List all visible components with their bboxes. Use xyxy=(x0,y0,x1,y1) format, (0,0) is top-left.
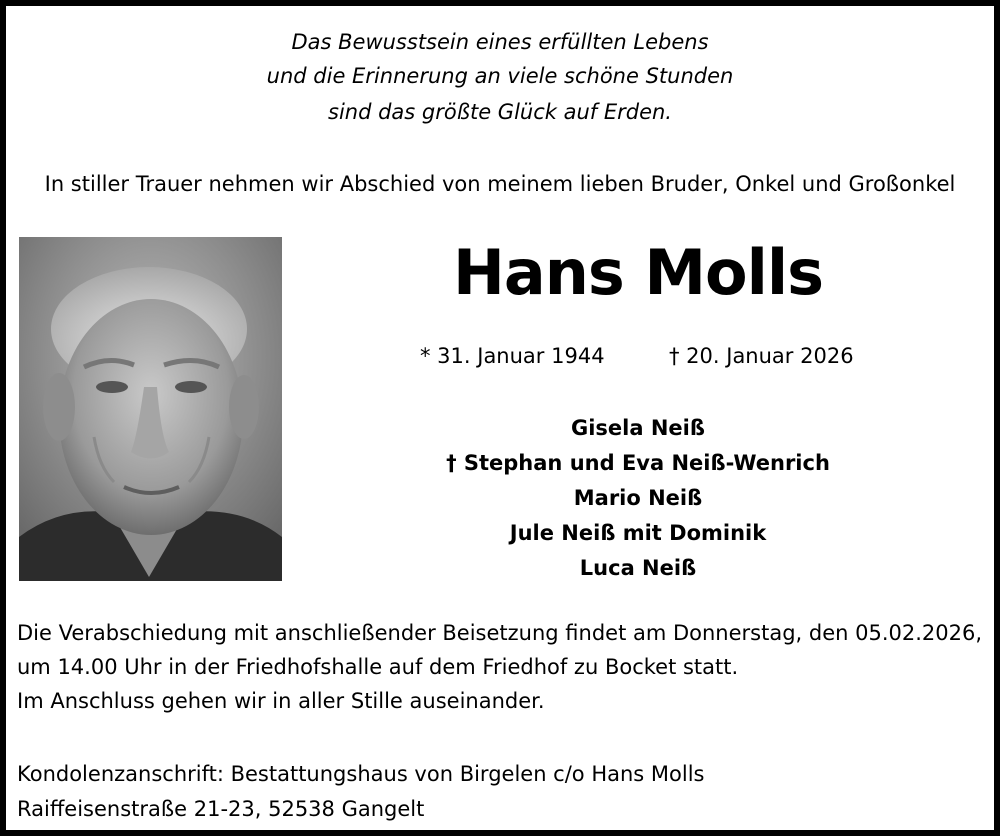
death-date: † 20. Januar 2026 xyxy=(669,344,854,368)
quote-line-2: und die Erinnerung an viele schöne Stunden xyxy=(266,64,734,88)
quote-line-1: Das Bewusstsein eines erfüllten Lebens xyxy=(291,30,709,54)
deceased-name: Hans Molls xyxy=(452,236,824,309)
mourning-line: In stiller Trauer nehmen wir Abschied von meinem lieben Bruder, Onkel und Großonkel xyxy=(44,172,956,196)
birth-date: * 31. Januar 1944 xyxy=(420,344,605,368)
ceremony-line-2: um 14.00 Uhr in der Friedhofshalle auf dem Friedhof zu Bocket statt. xyxy=(17,655,739,679)
family-member: Luca Neiß xyxy=(579,556,697,580)
quote-line-3: sind das größte Glück auf Erden. xyxy=(328,100,672,124)
family-member: Gisela Neiß xyxy=(571,416,705,440)
ceremony-line-1: Die Verabschiedung mit anschließender Beisetzung findet am Donnerstag, den 05.02.2026, xyxy=(17,621,983,645)
family-member: † Stephan und Eva Neiß-Wenrich xyxy=(446,451,830,475)
ceremony-line-3: Im Anschluss gehen wir in aller Stille auseinander. xyxy=(17,689,545,713)
portrait-photo xyxy=(19,237,282,581)
condolence-address-line-1: Kondolenzanschrift: Bestattungshaus von Birgelen c/o Hans Molls xyxy=(17,762,705,786)
family-member: Mario Neiß xyxy=(573,486,703,510)
family-member: Jule Neiß mit Dominik xyxy=(509,521,767,545)
condolence-address-line-2: Raiffeisenstraße 21-23, 52538 Gangelt xyxy=(17,797,425,821)
